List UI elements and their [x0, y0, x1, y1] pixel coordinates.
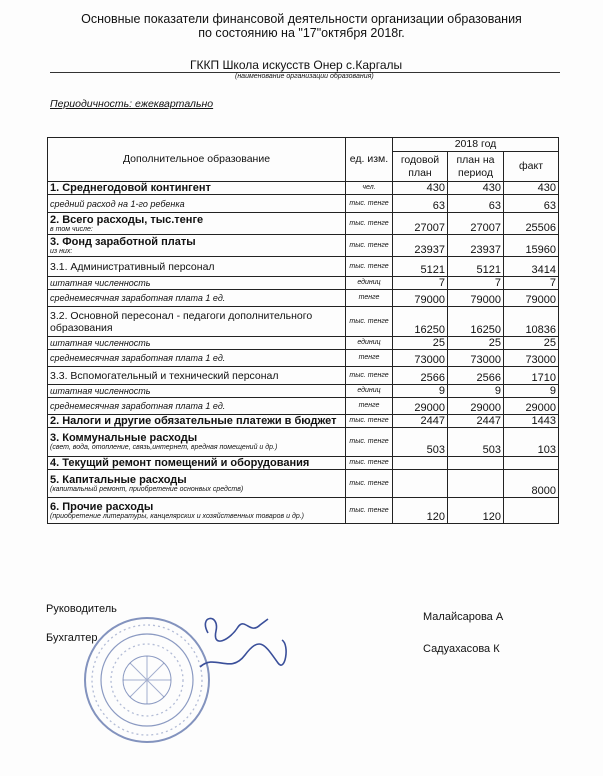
table-row: [48, 367, 559, 385]
table-row: [48, 415, 559, 428]
fact-value: 1710: [504, 367, 559, 385]
row-label: среднемесячная заработная плата 1 ед.: [50, 293, 226, 303]
period-value: 430: [448, 182, 504, 195]
unit-cell: тыс. тенге: [346, 415, 393, 428]
row-note: (капитальный ремонт, приобретение оснонвых средств): [50, 485, 244, 493]
row-label: 2. Налоги и другие обязательные платежи в бюджет: [50, 415, 337, 427]
unit-cell: тыс. тенге: [346, 428, 393, 457]
row-label-cell: [48, 350, 346, 367]
row-label-cell: [48, 213, 346, 235]
fact-value: 25506: [504, 213, 559, 235]
row-label: 3. Фонд заработной платы: [50, 235, 196, 248]
table-row: [48, 235, 559, 257]
period-value: 503: [448, 428, 504, 457]
fact-value: 63: [504, 195, 559, 213]
annual-value: 63: [393, 195, 448, 213]
annual-value: 9: [393, 385, 448, 398]
table-row: [48, 213, 559, 235]
unit-cell: тыс. тенге: [346, 213, 393, 235]
unit-cell: тыс. тенге: [346, 367, 393, 385]
row-label: 1. Среднегодовой контингент: [50, 182, 211, 194]
accountant-name: Садуахасова К: [423, 643, 500, 655]
period-value: 5121: [448, 257, 504, 277]
annual-value: 79000: [393, 290, 448, 307]
annual-value: 2566: [393, 367, 448, 385]
annual-value: 2447: [393, 415, 448, 428]
row-label-cell: [48, 470, 346, 498]
row-label-cell: [48, 290, 346, 307]
annual-value: 5121: [393, 257, 448, 277]
row-label-cell: [48, 367, 346, 385]
fact-value: 25: [504, 337, 559, 350]
annual-value: [393, 470, 448, 498]
annual-value: 25: [393, 337, 448, 350]
period-value: 29000: [448, 398, 504, 415]
head-role: Руководитель: [46, 603, 117, 615]
period-value: 7: [448, 277, 504, 290]
fact-value: 9: [504, 385, 559, 398]
unit-cell: тыс. тенге: [346, 498, 393, 524]
header-year: 2018 год: [393, 138, 559, 152]
unit-cell: чел.: [346, 182, 393, 195]
accountant-role: Бухгалтер: [46, 632, 98, 644]
unit-cell: тенге: [346, 350, 393, 367]
annual-value: 7: [393, 277, 448, 290]
row-label: штатная численность: [50, 386, 151, 396]
row-label: 3.3. Вспомогательный и технический персонал: [50, 369, 279, 382]
row-label: 3. Коммунальные расходы: [50, 432, 198, 444]
unit-cell: тыс. тенге: [346, 470, 393, 498]
row-label: 3.1. Административный персонал: [50, 260, 215, 273]
row-label-cell: [48, 257, 346, 277]
period-value: 79000: [448, 290, 504, 307]
signature: [190, 605, 300, 680]
table-row: [48, 182, 559, 195]
fact-value: 103: [504, 428, 559, 457]
row-label-cell: [48, 385, 346, 398]
period-value: 120: [448, 498, 504, 524]
annual-value: 29000: [393, 398, 448, 415]
periodicity: Периодичность: ежеквартально: [50, 98, 214, 110]
period-value: 2566: [448, 367, 504, 385]
fact-value: 430: [504, 182, 559, 195]
annual-value: 16250: [393, 307, 448, 337]
organization-name: ГККП Школа искусств Онер с.Каргалы: [190, 58, 403, 72]
row-label-cell: [48, 182, 346, 195]
annual-value: 23937: [393, 235, 448, 257]
fact-value: [504, 498, 559, 524]
head-name: Малайсарова А: [423, 611, 504, 623]
row-label: 6. Прочие расходы: [50, 500, 154, 513]
unit-cell: тыс. тенге: [346, 235, 393, 257]
header-unit: ед. изм.: [346, 138, 393, 182]
row-note: из них:: [50, 247, 73, 255]
table-row: [48, 498, 559, 524]
annual-value: 73000: [393, 350, 448, 367]
row-label-cell: [48, 498, 346, 524]
row-label-cell: [48, 428, 346, 457]
row-note: (свет, вода, отопление, связь,интернет, вредная помещений и др.): [50, 444, 278, 451]
row-label: штатная численность: [50, 338, 151, 348]
row-label-cell: [48, 415, 346, 428]
unit-cell: единиц: [346, 277, 393, 290]
annual-value: 27007: [393, 213, 448, 235]
row-label: 5. Капитальные расходы: [50, 473, 187, 486]
unit-cell: тенге: [346, 290, 393, 307]
row-label: штатная численность: [50, 278, 151, 288]
row-label: среднемесячная заработная плата 1 ед.: [50, 401, 226, 411]
fact-value: 1443: [504, 415, 559, 428]
table-row: [48, 195, 559, 213]
annual-value: [393, 457, 448, 470]
annual-value: 430: [393, 182, 448, 195]
period-value: 2447: [448, 415, 504, 428]
fact-value: 3414: [504, 257, 559, 277]
fact-value: 29000: [504, 398, 559, 415]
header-fact: факт: [504, 152, 559, 182]
annual-value: 503: [393, 428, 448, 457]
table-row: [48, 457, 559, 470]
row-label-cell: [48, 337, 346, 350]
row-note: в том числе:: [50, 225, 93, 233]
row-label-cell: [48, 398, 346, 415]
unit-cell: тыс. тенге: [346, 457, 393, 470]
table-row: [48, 337, 559, 350]
period-value: 73000: [448, 350, 504, 367]
unit-cell: тыс. тенге: [346, 257, 393, 277]
header-category: Дополнительное образование: [48, 138, 346, 182]
fact-value: 8000: [504, 470, 559, 498]
row-label: 2. Всего расходы, тыс.тенге: [50, 213, 204, 226]
fact-value: 73000: [504, 350, 559, 367]
table-row: [48, 290, 559, 307]
table-row: [48, 385, 559, 398]
table-row: [48, 470, 559, 498]
period-value: 63: [448, 195, 504, 213]
period-value: [448, 470, 504, 498]
row-label-cell: [48, 277, 346, 290]
table-row: [48, 257, 559, 277]
unit-cell: тыс. тенге: [346, 195, 393, 213]
report-date: по состоянию на "17"октября 2018г.: [198, 26, 405, 40]
fact-value: 79000: [504, 290, 559, 307]
table-row: [48, 350, 559, 367]
row-label-cell: [48, 235, 346, 257]
row-label: 4. Текущий ремонт помещений и оборудования: [50, 457, 310, 469]
organization-caption: (наименование организации образования): [235, 73, 374, 80]
fact-value: 10836: [504, 307, 559, 337]
table-row: [48, 277, 559, 290]
unit-cell: тенге: [346, 398, 393, 415]
annual-value: 120: [393, 498, 448, 524]
row-label-cell: [48, 307, 346, 337]
row-label: 3.2. Основной пересонал - педагоги дополнительного образования: [50, 309, 313, 334]
period-value: 9: [448, 385, 504, 398]
table-row: [48, 307, 559, 337]
header-period-plan: план на период: [448, 152, 504, 182]
row-label-cell: [48, 457, 346, 470]
period-value: [448, 457, 504, 470]
fact-value: 7: [504, 277, 559, 290]
table-row: [48, 398, 559, 415]
period-value: 25: [448, 337, 504, 350]
fact-value: 15960: [504, 235, 559, 257]
unit-cell: единиц: [346, 385, 393, 398]
period-value: 27007: [448, 213, 504, 235]
financial-table: [47, 137, 559, 524]
row-label: среднемесячная заработная плата 1 ед.: [50, 353, 226, 363]
row-note: (приобретение литературы, канцелярских и хозяйственных товаров и др.): [50, 512, 304, 520]
period-value: 23937: [448, 235, 504, 257]
table-row: [48, 428, 559, 457]
period-value: 16250: [448, 307, 504, 337]
row-label: средний расход на 1-го ребенка: [50, 198, 185, 209]
fact-value: [504, 457, 559, 470]
report-title: Основные показатели финансовой деятельности организации образования: [81, 12, 522, 26]
row-label-cell: [48, 195, 346, 213]
unit-cell: тыс. тенге: [346, 307, 393, 337]
header-annual-plan: годовой план: [393, 152, 448, 182]
unit-cell: единиц: [346, 337, 393, 350]
